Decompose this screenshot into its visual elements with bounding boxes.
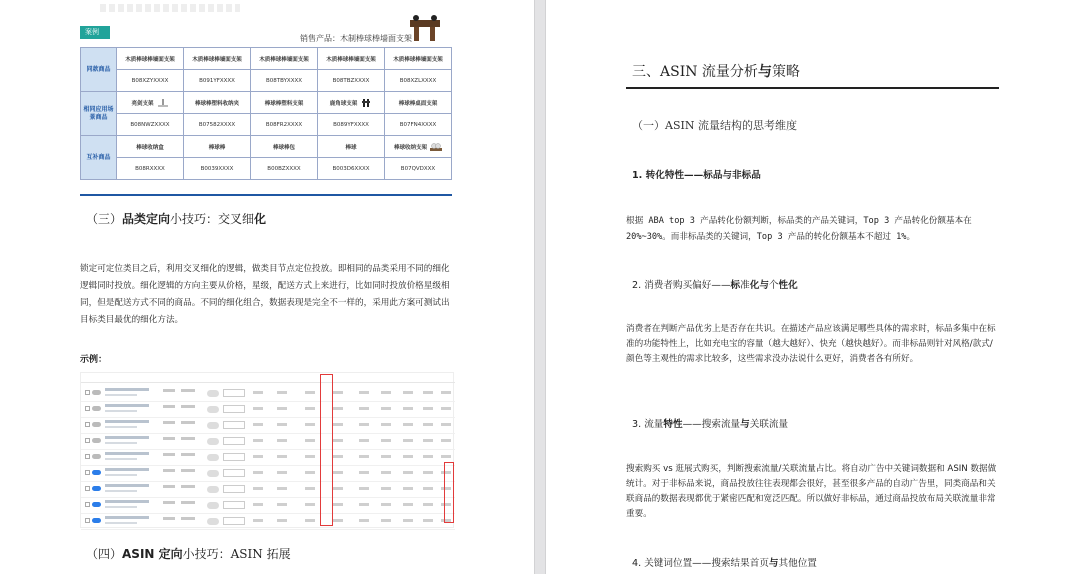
row-toggle[interactable] [92, 518, 101, 523]
row-subtitle-line [105, 506, 137, 508]
table-row [81, 114, 452, 136]
asin-value: B089YFXXXX [318, 114, 385, 136]
asin-value: B08FR2XXXX [251, 114, 318, 136]
row-cell [163, 389, 175, 392]
row-checkbox[interactable] [85, 390, 90, 395]
row-pill[interactable] [207, 438, 219, 445]
asin-value: B08TBYXXXX [251, 70, 318, 92]
point-paragraph-1: 根据 ABA top 3 产品转化份额判断，标品类的产品关键词，Top 3 产品转化份额基本在 20%~30%。而非标品类的关键词，Top 3 产品的转化份额基本不超过 1%。 [626, 216, 972, 242]
row-cell [441, 439, 451, 442]
report-row [81, 481, 455, 498]
row-title-line [105, 420, 149, 423]
row-cell [253, 391, 263, 394]
product-name-cell [385, 136, 452, 158]
row-pill[interactable] [207, 470, 219, 477]
row-cell [381, 391, 391, 394]
point-heading-3 [632, 416, 788, 430]
row-cell [333, 471, 343, 474]
row-cell [359, 439, 369, 442]
row-cell [381, 519, 391, 522]
heading-prefix: （四） [86, 547, 123, 561]
report-row [81, 513, 455, 530]
row-cell [305, 455, 315, 458]
row-cell [181, 437, 195, 440]
row-cell [359, 487, 369, 490]
row-cell [381, 471, 391, 474]
highlight-box [320, 374, 333, 526]
row-title-line [105, 516, 149, 519]
asin-value: B08TBZXXXX [318, 70, 385, 92]
product-name: 棒球棒 [184, 136, 251, 158]
row-cell [359, 455, 369, 458]
point-heading-4 [632, 555, 817, 569]
row-cell [277, 439, 287, 442]
heading-bold: ASIN 定向 [122, 547, 183, 561]
row-cell [423, 439, 433, 442]
asin-value: B08XZYXXXX [117, 70, 184, 92]
row-cell [423, 407, 433, 410]
row-bid-input[interactable] [223, 501, 245, 509]
row-cell [333, 519, 343, 522]
row-cell [359, 519, 369, 522]
row-subtitle-line [105, 426, 137, 428]
row-cell [359, 503, 369, 506]
product-name: 棒球收纳支架 [393, 144, 427, 151]
row-cell [423, 455, 433, 458]
row-cell [441, 391, 451, 394]
highlight-box [444, 462, 454, 523]
asin-value: B07582XXXX [184, 114, 251, 136]
row-cell [181, 469, 195, 472]
right-page [546, 0, 1080, 574]
row-cell [381, 439, 391, 442]
row-pill[interactable] [207, 486, 219, 493]
row-cell [333, 455, 343, 458]
row-toggle[interactable] [92, 390, 101, 395]
table-row [81, 48, 452, 70]
row-toggle[interactable] [92, 422, 101, 427]
bat-holder-image-icon [404, 14, 446, 44]
row-cell [305, 439, 315, 442]
row-title-line [105, 484, 149, 487]
table-row [81, 92, 452, 114]
table-row [81, 136, 452, 158]
row-cell [253, 471, 263, 474]
row-cell [163, 453, 175, 456]
row-cell [423, 519, 433, 522]
row-checkbox[interactable] [85, 422, 90, 427]
asin-value: B00BZXXXX [251, 158, 318, 180]
title-rule [626, 87, 999, 89]
report-row [81, 433, 455, 450]
row-bid-input[interactable] [223, 437, 245, 445]
title-bold: 与 [757, 64, 772, 80]
product-name: 木质棒球棒墙面支架 [385, 48, 452, 70]
product-name: 木质棒球棒墙面支架 [318, 48, 385, 70]
section-heading-category-targeting [86, 210, 266, 227]
report-row [81, 449, 455, 466]
product-name: 木质棒球棒墙面支架 [184, 48, 251, 70]
row-cell [253, 439, 263, 442]
row-title-line [105, 468, 149, 471]
row-cell [333, 391, 343, 394]
product-name: 木质棒球棒墙面支架 [117, 48, 184, 70]
point-heading-1: 1. 转化特性——标品与非标品 [632, 170, 761, 181]
row-cell [403, 519, 413, 522]
left-page [0, 0, 534, 574]
row-title-line [105, 404, 149, 407]
point-paragraph-3: 搜索购买 vs 逛展式购买，判断搜索流量/关联流量占比。将自动广告中关键词数据和 ASIN 数据做统计。对于非标品来说，商品投放往往表现都会很好，甚至很多产品的自动广告里，同类商品和关联商品的数据表现都优于紧密匹配和宽泛匹配。所以做好非标品，通过商品投放布局关联流量非常重要。 [626, 464, 997, 519]
row-cell [403, 471, 413, 474]
row-cell [163, 485, 175, 488]
row-head: 相同应用场景商品 [81, 92, 117, 136]
antler-holder-icon [360, 98, 372, 108]
row-cell [305, 503, 315, 506]
faded-header-text [100, 4, 240, 12]
row-checkbox[interactable] [85, 486, 90, 491]
product-name-cell [318, 92, 385, 114]
row-cell [381, 487, 391, 490]
h3-bold: 与 [740, 419, 750, 430]
row-pill[interactable] [207, 518, 219, 525]
row-cell [403, 407, 413, 410]
row-cell [381, 503, 391, 506]
row-cell [305, 391, 315, 394]
row-toggle[interactable] [92, 454, 101, 459]
point-heading-2 [632, 277, 798, 291]
row-bid-input[interactable] [223, 469, 245, 477]
row-title-line [105, 500, 149, 503]
row-head: 同款商品 [81, 48, 117, 92]
row-cell [423, 471, 433, 474]
asin-value: B091YFXXXX [184, 70, 251, 92]
title-prefix: 三、ASIN 流量分析 [632, 64, 758, 80]
row-head: 互补商品 [81, 136, 117, 180]
row-cell [253, 503, 263, 506]
row-checkbox[interactable] [85, 454, 90, 459]
row-cell [423, 487, 433, 490]
row-cell [181, 453, 195, 456]
h2-mid: 准 [740, 280, 750, 291]
row-bid-input[interactable] [223, 421, 245, 429]
heading-bold-end: 化 [254, 212, 267, 226]
product-name: 亮剑支架 [131, 100, 154, 107]
h4-bold: 与 [768, 558, 779, 569]
h4-suffix: 其他位置 [778, 558, 817, 569]
row-subtitle-line [105, 458, 137, 460]
row-cell [277, 487, 287, 490]
row-bid-input[interactable] [223, 485, 245, 493]
product-name: 木质棒球棒墙面支架 [251, 48, 318, 70]
row-toggle[interactable] [92, 486, 101, 491]
title-suffix: 策略 [771, 64, 800, 80]
sword-stand-icon [157, 98, 169, 108]
row-cell [403, 455, 413, 458]
row-cell [163, 405, 175, 408]
table-row [81, 158, 452, 180]
row-cell [305, 519, 315, 522]
row-pill[interactable] [207, 454, 219, 461]
paragraph-cross-refinement: 锁定可定位类目之后，利用交叉细化的逻辑，做类目节点定位投放。即相同的品类采用不同的细化逻辑同时投放。细化逻辑的方向主要从价格，星级，配送方式上来进行，比如同时投放价格星级相同，但是配送方式不同的商品。不同的细化组合，数据表现是完全不一样的，采用此方案可测试出目标类目最优的细化方法。 [80, 264, 450, 325]
row-cell [181, 421, 195, 424]
row-cell [381, 455, 391, 458]
product-label: 销售产品：木制棒球棒墙面支架 [300, 34, 412, 43]
row-cell [181, 485, 195, 488]
row-bid-input[interactable] [223, 453, 245, 461]
row-cell [403, 391, 413, 394]
row-subtitle-line [105, 490, 137, 492]
row-subtitle-line [105, 394, 137, 396]
h3-suffix: 关联流量 [749, 419, 789, 430]
asin-matrix-table [80, 47, 452, 180]
row-cell [305, 407, 315, 410]
row-cell [333, 487, 343, 490]
product-name: 棒球棒桌面支架 [385, 92, 452, 114]
row-pill[interactable] [207, 406, 219, 413]
section-subtitle: （一）ASIN 流量结构的思考维度 [632, 119, 797, 132]
heading-prefix: （三） [86, 212, 123, 226]
row-pill[interactable] [207, 502, 219, 509]
h3-mid: ——搜索流量 [682, 419, 741, 430]
row-cell [277, 503, 287, 506]
row-cell [403, 423, 413, 426]
row-bid-input[interactable] [223, 517, 245, 525]
row-subtitle-line [105, 474, 137, 476]
asin-value: B07FN4XXXX [385, 114, 452, 136]
report-header-row [81, 373, 455, 383]
table-row [81, 70, 452, 92]
row-cell [277, 407, 287, 410]
product-name: 棒球 [318, 136, 385, 158]
row-checkbox[interactable] [85, 438, 90, 443]
table-bottom-rule [80, 194, 452, 196]
row-cell [333, 439, 343, 442]
row-cell [423, 391, 433, 394]
row-cell [403, 439, 413, 442]
row-cell [277, 519, 287, 522]
row-cell [181, 517, 195, 520]
row-checkbox[interactable] [85, 502, 90, 507]
row-cell [277, 455, 287, 458]
report-row [81, 465, 455, 482]
row-cell [253, 455, 263, 458]
row-cell [277, 423, 287, 426]
h2-bold: 化与 [749, 280, 769, 291]
row-bid-input[interactable] [223, 405, 245, 413]
page-gutter [534, 0, 546, 574]
row-toggle[interactable] [92, 438, 101, 443]
row-bid-input[interactable] [223, 389, 245, 397]
point-paragraph-2: 消费者在判断产品优劣上是否存在共识。在描述产品应该满足哪些具体的需求时，标品多集中在标准的功能特性上，比如充电宝的容量（越大越好）、快充（越快越好）。而非标品则针对风格/款式/颜色等主观性的需求比较多，这些需求没办法说什么更好，消费者各有所好。 [626, 324, 996, 364]
row-subtitle-line [105, 442, 137, 444]
row-cell [359, 391, 369, 394]
row-checkbox[interactable] [85, 406, 90, 411]
row-cell [423, 503, 433, 506]
row-cell [423, 423, 433, 426]
row-cell [163, 517, 175, 520]
row-cell [305, 487, 315, 490]
row-cell [305, 471, 315, 474]
row-toggle[interactable] [92, 502, 101, 507]
row-cell [359, 471, 369, 474]
row-subtitle-line [105, 522, 137, 524]
row-cell [181, 501, 195, 504]
heading-bold: 品类定向 [122, 212, 171, 226]
row-cell [253, 487, 263, 490]
row-cell [163, 437, 175, 440]
h2-bold: 性化 [778, 280, 798, 291]
row-cell [359, 423, 369, 426]
h3-prefix: 3. 流量 [632, 419, 664, 430]
row-toggle[interactable] [92, 406, 101, 411]
h3-bold: 特性 [663, 419, 683, 430]
row-cell [163, 501, 175, 504]
row-cell [253, 519, 263, 522]
row-pill[interactable] [207, 422, 219, 429]
row-title-line [105, 436, 149, 439]
row-cell [253, 407, 263, 410]
row-cell [253, 423, 263, 426]
row-title-line [105, 388, 149, 391]
row-cell [181, 389, 195, 392]
h2-prefix: 2. 消费者购买偏好—— [632, 280, 731, 291]
row-toggle[interactable] [92, 470, 101, 475]
product-name-cell [117, 92, 184, 114]
row-cell [305, 423, 315, 426]
row-cell [333, 407, 343, 410]
row-cell [333, 423, 343, 426]
ball-holder-icon [430, 142, 442, 152]
h4-prefix: 4. 关键词位置——搜索结果首页 [632, 558, 769, 569]
product-name: 棒球棒包 [251, 136, 318, 158]
h2-bold: 标 [730, 280, 741, 291]
row-cell [381, 407, 391, 410]
row-cell [163, 469, 175, 472]
row-cell [277, 471, 287, 474]
product-name: 棒球棒塑料支架 [251, 92, 318, 114]
section-heading-asin-targeting [86, 545, 291, 562]
asin-value: B07QVDXXX [385, 158, 452, 180]
asin-value: B0039XXXX [184, 158, 251, 180]
heading-middle: 小技巧：ASIN 拓展 [182, 547, 291, 561]
heading-middle: 小技巧：交叉细 [170, 212, 255, 226]
row-cell [333, 503, 343, 506]
example-label: 示例： [80, 355, 108, 365]
row-cell [441, 407, 451, 410]
report-row [81, 401, 455, 418]
asin-value: B08RXXXX [117, 158, 184, 180]
row-cell [359, 407, 369, 410]
row-pill[interactable] [207, 390, 219, 397]
row-checkbox[interactable] [85, 470, 90, 475]
ads-report-screenshot [80, 372, 454, 528]
asin-value: B003D6XXXX [318, 158, 385, 180]
row-title-line [105, 452, 149, 455]
case-tag: 案例 [80, 26, 110, 39]
report-row [81, 385, 455, 402]
row-cell [277, 391, 287, 394]
row-cell [181, 405, 195, 408]
h2-mid: 个 [768, 280, 779, 291]
row-cell [163, 421, 175, 424]
row-checkbox[interactable] [85, 518, 90, 523]
row-subtitle-line [105, 410, 137, 412]
report-row [81, 417, 455, 434]
product-name: 棒球收纳盒 [117, 136, 184, 158]
product-name: 鹿角球支架 [329, 100, 358, 107]
row-cell [403, 487, 413, 490]
product-name: 棒球棒塑料收纳夹 [184, 92, 251, 114]
report-row [81, 497, 455, 514]
row-cell [441, 423, 451, 426]
row-cell [381, 423, 391, 426]
chapter-title [632, 61, 800, 81]
row-cell [441, 455, 451, 458]
asin-value: B08NWZXXXX [117, 114, 184, 136]
asin-value: B08XZLXXXX [385, 70, 452, 92]
row-cell [403, 503, 413, 506]
